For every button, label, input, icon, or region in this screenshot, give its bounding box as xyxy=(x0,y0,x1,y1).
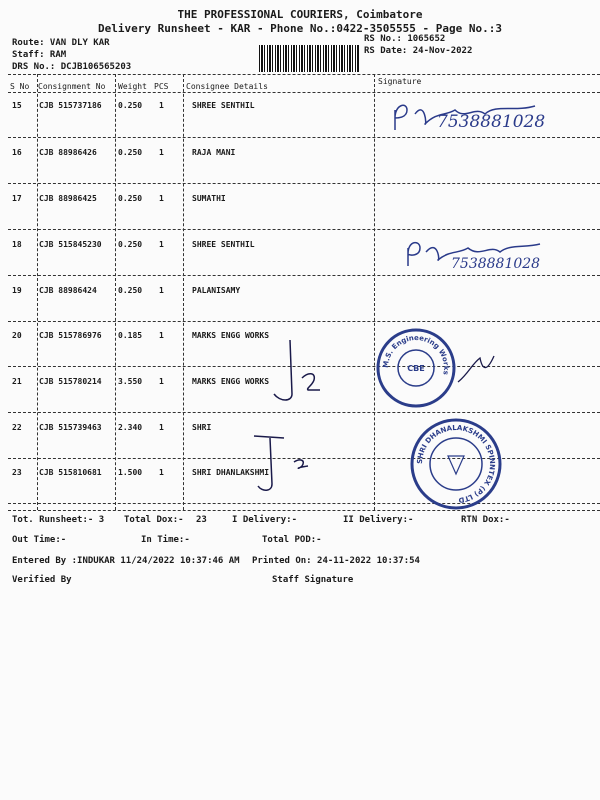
row-divider xyxy=(8,321,600,322)
row-sno: 21 xyxy=(12,377,22,386)
row-consignment-no: CJB 515810681 xyxy=(39,468,102,477)
total-pod: Total POD:- xyxy=(262,535,322,545)
row-divider xyxy=(8,503,600,504)
row-pcs: 1 xyxy=(159,468,164,477)
row-consignment-no: CJB 88986426 xyxy=(39,148,97,157)
out-time: Out Time:- xyxy=(12,535,67,545)
total-dox-label: Total Dox:- xyxy=(124,515,184,525)
row-consignee: SHRI xyxy=(192,423,212,432)
col-header-pcs: PCS xyxy=(154,82,169,91)
row-weight: 0.250 xyxy=(118,101,143,110)
row-pcs: 1 xyxy=(159,194,164,203)
col-header-weight: Weight xyxy=(118,82,147,91)
signature-phone-2: 7538881028 xyxy=(451,256,541,272)
row-consignment-no: CJB 88986424 xyxy=(39,286,97,295)
handwritten-mark-j xyxy=(248,432,328,496)
in-time: In Time:- xyxy=(141,535,190,545)
row-weight: 1.500 xyxy=(118,468,143,477)
row-consignment-no: CJB 515739463 xyxy=(39,423,102,432)
printed-on: Printed On: 24-11-2022 10:37:54 xyxy=(252,556,420,566)
row-pcs: 1 xyxy=(159,148,164,157)
row-sno: 20 xyxy=(12,331,22,340)
row-pcs: 1 xyxy=(159,286,164,295)
company-stamp-2 xyxy=(408,416,504,512)
row-pcs: 1 xyxy=(159,331,164,340)
row-consignment-no: CJB 515737186 xyxy=(39,101,102,110)
row-sno: 23 xyxy=(12,468,22,477)
col-divider xyxy=(374,74,375,510)
row-consignee: MARKS ENGG WORKS xyxy=(192,377,270,386)
row-divider xyxy=(8,412,600,413)
row-consignee: SHRI DHANLAKSHMI xyxy=(192,468,270,477)
table-header-rule xyxy=(8,92,600,93)
row-divider xyxy=(8,229,600,230)
row-weight: 2.340 xyxy=(118,423,143,432)
row-consignment-no: CJB 515786976 xyxy=(39,331,102,340)
handwritten-mark-j2 xyxy=(262,336,342,406)
col-divider xyxy=(115,74,116,510)
signature-phone-1: 7538881028 xyxy=(437,112,546,132)
company-stamp-1 xyxy=(374,326,458,410)
col-header-consignee: Consignee Details xyxy=(186,82,268,91)
row-sno: 19 xyxy=(12,286,22,295)
col-header-sno: S No xyxy=(10,82,30,91)
drs-number: DRS No.: DCJB106565203 xyxy=(12,62,132,72)
row-sno: 16 xyxy=(12,148,22,157)
col-header-signature: Signature xyxy=(378,77,422,86)
staff-signature-label: Staff Signature xyxy=(272,575,354,585)
row-consignee: RAJA MANI xyxy=(192,148,236,157)
svg-text:SHRI DHANALAKSHMI SPINNTEX (P) xyxy=(416,424,496,504)
row-pcs: 1 xyxy=(159,101,164,110)
row-divider xyxy=(8,275,600,276)
col-header-consignment: Consignment No xyxy=(38,82,106,91)
row-pcs: 1 xyxy=(159,377,164,386)
i-delivery: I Delivery:- xyxy=(232,515,298,525)
stamp1-center-text: CBE xyxy=(407,364,425,373)
row-sno: 22 xyxy=(12,423,22,432)
row-consignment-no: CJB 515780214 xyxy=(39,377,102,386)
col-divider xyxy=(183,74,184,510)
stamp-flourish xyxy=(456,354,496,384)
footer-top-rule xyxy=(8,510,600,511)
row-consignee: MARKS ENGG WORKS xyxy=(192,331,270,340)
company-title: THE PROFESSIONAL COURIERS, Coimbatore xyxy=(177,8,423,21)
rs-date: RS Date: 24-Nov-2022 xyxy=(364,46,473,56)
col-divider xyxy=(37,74,38,510)
entered-by: Entered By :INDUKAR 11/24/2022 10:37:46 AM xyxy=(12,556,240,566)
row-divider xyxy=(8,183,600,184)
row-pcs: 1 xyxy=(159,240,164,249)
stamp1-ring-text: M.S. Engineering Works xyxy=(381,333,451,376)
table-top-rule xyxy=(8,74,600,75)
route-label: Route: VAN DLY KAR xyxy=(12,38,110,48)
row-consignee: SHREE SENTHIL xyxy=(192,240,255,249)
rtn-dox: RTN Dox:- xyxy=(461,515,510,525)
row-weight: 3.550 xyxy=(118,377,143,386)
row-weight: 0.250 xyxy=(118,148,143,157)
row-pcs: 1 xyxy=(159,423,164,432)
verified-by: Verified By xyxy=(12,575,72,585)
row-sno: 18 xyxy=(12,240,22,249)
row-consignment-no: CJB 515845230 xyxy=(39,240,102,249)
rs-number: RS No.: 1065652 xyxy=(364,34,446,44)
row-weight: 0.250 xyxy=(118,240,143,249)
tot-runsheet: Tot. Runsheet:- 3 xyxy=(12,515,105,525)
ii-delivery: II Delivery:- xyxy=(343,515,414,525)
row-weight: 0.185 xyxy=(118,331,143,340)
row-consignee: PALANISAMY xyxy=(192,286,241,295)
barcode-image xyxy=(259,45,359,72)
total-dox-value: 23 xyxy=(196,515,207,525)
row-sno: 17 xyxy=(12,194,22,203)
staff-label: Staff: RAM xyxy=(12,50,67,60)
runsheet-subtitle: Delivery Runsheet - KAR - Phone No.:0422-3505555 - Page No.:3 xyxy=(98,22,502,35)
row-consignment-no: CJB 88986425 xyxy=(39,194,97,203)
row-consignee: SHREE SENTHIL xyxy=(192,101,255,110)
row-sno: 15 xyxy=(12,101,22,110)
row-consignee: SUMATHI xyxy=(192,194,226,203)
stamp2-ring-text: SHRI DHANALAKSHMI SPINNTEX (P) LTD xyxy=(415,423,497,504)
row-weight: 0.250 xyxy=(118,194,143,203)
row-weight: 0.250 xyxy=(118,286,143,295)
